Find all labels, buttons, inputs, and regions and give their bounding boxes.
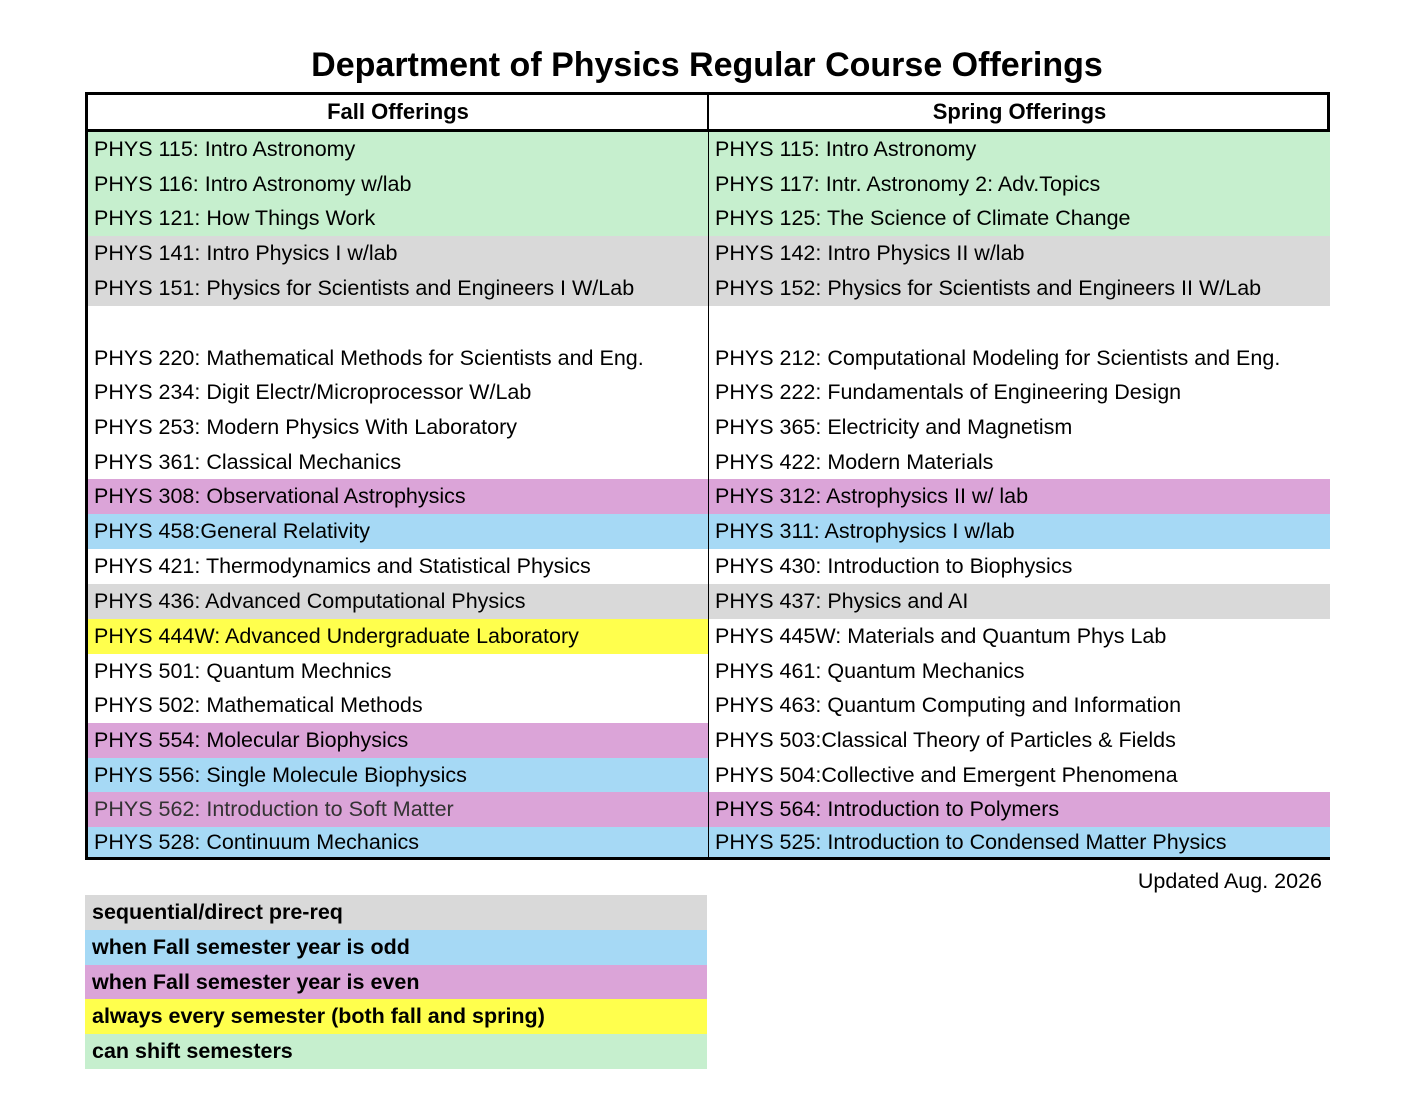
fall-course: PHYS 253: Modern Physics With Laboratory: [88, 410, 708, 445]
spring-block-1: [709, 132, 1330, 238]
fall-block-7: [88, 549, 708, 586]
spring-block-5: [709, 479, 1330, 516]
fall-block-5: [88, 479, 708, 516]
fall-block-11: [88, 792, 708, 829]
fall-block-9: [88, 619, 708, 725]
fall-block-4: [88, 306, 708, 481]
spring-block-9: [709, 619, 1330, 794]
spring-block-3: [709, 271, 1330, 308]
spring-course: PHYS 142: Intro Physics II w/lab: [709, 236, 1330, 271]
legend-item-every-semester: always every semester (both fall and spring): [85, 999, 707, 1034]
spring-block-8: [709, 584, 1330, 621]
spring-block-4: [709, 306, 1330, 481]
fall-block-10: [88, 723, 708, 794]
spring-block-11: [709, 827, 1330, 857]
spring-course: PHYS 437: Physics and AI: [709, 584, 1330, 619]
fall-course: PHYS 554: Molecular Biophysics: [88, 723, 708, 758]
fall-block-2: [88, 236, 708, 273]
spring-course: PHYS 504:Collective and Emergent Phenomena: [709, 758, 1330, 793]
legend-item-can-shift: can shift semesters: [85, 1034, 707, 1069]
spring-course: PHYS 117: Intr. Astronomy 2: Adv.Topics: [709, 167, 1330, 202]
fall-course: PHYS 444W: Advanced Undergraduate Laboratory: [88, 619, 708, 654]
page-title: Department of Physics Regular Course Offerings: [311, 46, 1103, 84]
fall-course: PHYS 501: Quantum Mechnics: [88, 654, 708, 689]
fall-course: PHYS 151: Physics for Scientists and Engineers I W/Lab: [88, 271, 708, 306]
fall-header: Fall Offerings: [327, 99, 469, 124]
fall-block-6: [88, 514, 708, 551]
updated-date: Updated Aug. 2026: [1137, 869, 1322, 893]
spring-block-6: [709, 514, 1330, 551]
spring-course: PHYS 461: Quantum Mechanics: [709, 654, 1330, 689]
course-offerings-table: [85, 92, 1330, 860]
spring-course: PHYS 212: Computational Modeling for Scientists and Eng.: [709, 341, 1330, 376]
legend-item-odd-year: when Fall semester year is odd: [85, 930, 707, 965]
fall-course: PHYS 234: Digit Electr/Microprocessor W/Lab: [88, 375, 708, 410]
header-divider: [88, 129, 1327, 132]
fall-course: PHYS 308: Observational Astrophysics: [88, 479, 708, 514]
spring-course: PHYS 115: Intro Astronomy: [709, 132, 1330, 167]
spring-block-10: [709, 792, 1330, 829]
fall-course: PHYS 361: Classical Mechanics: [88, 445, 708, 480]
spring-course: PHYS 525: Introduction to Condensed Matter Physics: [709, 827, 1330, 857]
fall-block-12: [88, 827, 708, 857]
spring-course: PHYS 503:Classical Theory of Particles & Fields: [709, 723, 1330, 758]
fall-block-1: [88, 132, 708, 238]
spring-course: PHYS 564: Introduction to Polymers: [709, 792, 1330, 827]
spring-block-7: [709, 549, 1330, 586]
spring-course: PHYS 445W: Materials and Quantum Phys Lab: [709, 619, 1330, 654]
fall-course: PHYS 141: Intro Physics I w/lab: [88, 236, 708, 271]
spring-course: PHYS 365: Electricity and Magnetism: [709, 410, 1330, 445]
spring-course: PHYS 222: Fundamentals of Engineering Design: [709, 375, 1330, 410]
fall-course: PHYS 556: Single Molecule Biophysics: [88, 758, 708, 793]
spring-course: [709, 306, 1330, 341]
fall-course: PHYS 502: Mathematical Methods: [88, 688, 708, 723]
legend-item-even-year: when Fall semester year is even: [85, 965, 707, 1000]
spring-block-2: [709, 236, 1330, 273]
spring-course: PHYS 152: Physics for Scientists and Engineers II W/Lab: [709, 271, 1330, 306]
fall-course: PHYS 121: How Things Work: [88, 201, 708, 236]
spring-course: PHYS 125: The Science of Climate Change: [709, 201, 1330, 236]
fall-course: [88, 306, 708, 341]
fall-course: PHYS 458:General Relativity: [88, 514, 708, 549]
fall-course: PHYS 116: Intro Astronomy w/lab: [88, 167, 708, 202]
spring-course: PHYS 311: Astrophysics I w/lab: [709, 514, 1330, 549]
spring-course: PHYS 312: Astrophysics II w/ lab: [709, 479, 1330, 514]
fall-course: PHYS 436: Advanced Computational Physics: [88, 584, 708, 619]
spring-course: PHYS 430: Introduction to Biophysics: [709, 549, 1330, 584]
fall-course: PHYS 115: Intro Astronomy: [88, 132, 708, 167]
color-legend: [85, 895, 707, 1069]
spring-course: PHYS 463: Quantum Computing and Information: [709, 688, 1330, 723]
fall-block-8: [88, 584, 708, 621]
fall-block-3: [88, 271, 708, 308]
fall-course: PHYS 220: Mathematical Methods for Scientists and Eng.: [88, 341, 708, 376]
spring-course: PHYS 422: Modern Materials: [709, 445, 1330, 480]
legend-item-prereq: sequential/direct pre-req: [85, 895, 707, 930]
fall-course: PHYS 528: Continuum Mechanics: [88, 827, 708, 857]
fall-course: PHYS 562: Introduction to Soft Matter: [88, 792, 708, 827]
spring-header: Spring Offerings: [932, 99, 1107, 124]
fall-course: PHYS 421: Thermodynamics and Statistical Physics: [88, 549, 708, 584]
